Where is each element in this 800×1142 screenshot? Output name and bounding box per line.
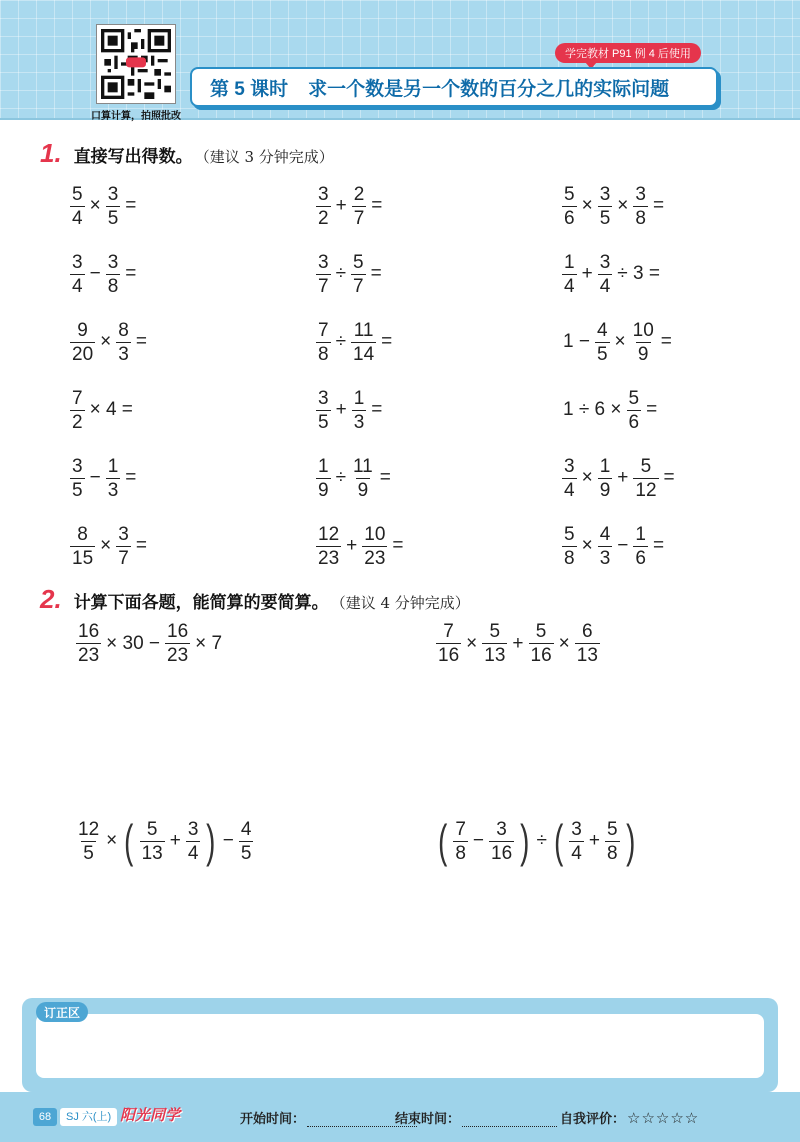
- fraction: [562, 525, 577, 568]
- math-item[interactable]: [68, 376, 314, 444]
- operator: ×: [466, 632, 478, 654]
- fraction: [116, 321, 131, 364]
- fraction: [186, 820, 201, 863]
- fraction: [70, 253, 85, 296]
- math-item[interactable]: [68, 240, 314, 308]
- denominator: 9: [318, 479, 329, 501]
- math-item[interactable]: [314, 240, 560, 308]
- operator: =: [379, 467, 391, 488]
- numerator: 3: [599, 183, 611, 205]
- denominator: 9: [637, 343, 649, 365]
- end-time-line[interactable]: [462, 1113, 557, 1127]
- fraction: [70, 321, 95, 364]
- denominator: 4: [599, 275, 611, 297]
- section-number: 1.: [40, 138, 62, 168]
- numerator: 3: [564, 455, 575, 477]
- fraction: [165, 622, 190, 665]
- numerator: 3: [318, 251, 329, 273]
- fraction: [598, 525, 613, 568]
- qr-block: [88, 24, 184, 122]
- denominator: 5: [107, 207, 119, 229]
- numerator: 11: [353, 455, 373, 477]
- fraction: [316, 389, 331, 432]
- denominator: 23: [167, 645, 189, 666]
- math-item[interactable]: [68, 308, 314, 376]
- fraction: [575, 622, 600, 665]
- denominator: 14: [353, 343, 375, 365]
- fraction: [562, 457, 577, 500]
- fraction: [569, 820, 584, 863]
- operator: ×: [581, 195, 593, 216]
- denominator: 13: [576, 645, 598, 666]
- section-number: 2.: [40, 584, 62, 614]
- numerator: 10: [364, 523, 386, 545]
- fraction: [70, 525, 95, 568]
- denominator: 3: [599, 547, 611, 569]
- fraction: [70, 389, 85, 432]
- operator: ×: [106, 830, 118, 851]
- operator: ÷: [335, 263, 347, 284]
- denominator: 8: [635, 207, 646, 229]
- math-item[interactable]: [560, 444, 768, 512]
- operator: −: [617, 535, 629, 556]
- qr-code[interactable]: [96, 24, 176, 104]
- fraction: [316, 253, 331, 296]
- fraction: [106, 457, 121, 500]
- numerator: 5: [640, 455, 652, 477]
- fraction: [633, 457, 658, 500]
- grade-badge: SJ 六(上): [60, 1108, 117, 1126]
- operator: +: [335, 399, 347, 420]
- operator: +: [346, 535, 358, 556]
- operator: =: [663, 467, 675, 488]
- denominator: 12: [635, 479, 657, 501]
- operator: ×: [581, 467, 593, 488]
- fraction: [239, 820, 254, 863]
- math-item[interactable]: [560, 308, 768, 376]
- fraction: [352, 185, 367, 228]
- title-banner: [190, 67, 718, 107]
- fraction: [627, 389, 642, 432]
- operator: +: [335, 195, 347, 216]
- denominator: 5: [240, 842, 252, 864]
- denominator: 13: [484, 645, 506, 666]
- numerator: 16: [167, 621, 189, 642]
- denominator: 9: [357, 479, 369, 501]
- numerator: 3: [118, 523, 129, 545]
- operator: ×: [100, 331, 112, 352]
- fraction: [631, 321, 656, 364]
- fraction: [598, 185, 613, 228]
- denominator: 4: [187, 842, 199, 864]
- operator: +: [581, 263, 593, 284]
- operator: =: [125, 263, 137, 284]
- numerator: 2: [353, 183, 365, 205]
- denominator: 4: [564, 275, 575, 297]
- math-item[interactable]: [560, 376, 768, 444]
- problem-2: [434, 622, 602, 665]
- operator: ÷ 3 =: [617, 263, 660, 284]
- numerator: 8: [118, 319, 129, 341]
- problem-3: [74, 815, 255, 867]
- rating-stars[interactable]: ☆☆☆☆☆: [627, 1110, 700, 1127]
- fraction: [362, 525, 387, 568]
- operator: =: [371, 195, 383, 216]
- denominator: 6: [635, 547, 646, 569]
- numerator: 3: [599, 251, 611, 273]
- denominator: 8: [107, 275, 119, 297]
- denominator: 8: [455, 842, 466, 864]
- operator: 1 ÷ 6 ×: [563, 399, 622, 420]
- fraction: [316, 321, 331, 364]
- brand-logo: 阳光同学: [120, 1107, 181, 1124]
- qr-code-graphic: [101, 29, 171, 99]
- problem-4: [434, 815, 639, 867]
- numerator: 3: [635, 183, 646, 205]
- operator: +: [617, 467, 629, 488]
- operator: =: [125, 467, 137, 488]
- parenthesis: ): [625, 815, 635, 867]
- denominator: 23: [364, 547, 386, 569]
- numerator: 1: [599, 455, 611, 477]
- denominator: 16: [438, 645, 460, 666]
- denominator: 4: [564, 479, 575, 501]
- operator: =: [370, 263, 382, 284]
- page-title: 求一个数是另一个数的百分之几的实际问题: [308, 78, 670, 100]
- page-header: [0, 0, 800, 120]
- numerator: 5: [353, 251, 364, 273]
- numerator: 5: [564, 183, 575, 205]
- operator: ×: [558, 632, 570, 654]
- operator: +: [512, 632, 524, 654]
- denominator: 16: [491, 842, 513, 864]
- numerator: 1: [635, 523, 646, 545]
- self-evaluation-label: 自我评价：: [560, 1111, 626, 1126]
- problem-1: [74, 622, 225, 665]
- denominator: 20: [72, 343, 94, 365]
- math-item[interactable]: [560, 512, 768, 580]
- math-item[interactable]: [560, 240, 768, 308]
- operator: × 4 =: [89, 399, 133, 420]
- parenthesis: ): [206, 815, 216, 867]
- denominator: 6: [564, 207, 575, 229]
- numerator: 1: [353, 387, 365, 409]
- lesson-number: 第 5 课时: [210, 78, 289, 100]
- fraction: [316, 185, 331, 228]
- section-time-hint: （建议 4 分钟完成）: [330, 594, 470, 612]
- numerator: 16: [78, 621, 100, 642]
- fraction: [140, 820, 165, 863]
- section-title: 直接写出得数。: [73, 147, 193, 166]
- operator: =: [125, 195, 137, 216]
- numerator: 3: [318, 183, 329, 205]
- denominator: 3: [107, 479, 119, 501]
- numerator: 1: [564, 251, 575, 273]
- math-item[interactable]: [314, 444, 560, 512]
- usage-tag: 学完教材 P91 例 4 后使用: [555, 43, 701, 63]
- numerator: 8: [77, 523, 88, 545]
- operator: −: [222, 830, 234, 851]
- denominator: 8: [606, 842, 618, 864]
- numerator: 10: [632, 319, 654, 341]
- fraction: [70, 185, 85, 228]
- parenthesis: (: [124, 815, 134, 867]
- fraction: [116, 525, 131, 568]
- operator: ×: [89, 195, 101, 216]
- numerator: 3: [107, 251, 119, 273]
- numerator: 3: [571, 818, 582, 840]
- operator: ÷: [536, 830, 547, 851]
- operator: × 30 −: [106, 632, 161, 654]
- denominator: 4: [72, 207, 83, 229]
- denominator: 6: [628, 411, 640, 433]
- fraction: [316, 457, 331, 500]
- math-item[interactable]: [68, 172, 314, 240]
- operator: ×: [100, 535, 112, 556]
- fraction: [595, 321, 610, 364]
- fraction: [633, 185, 648, 228]
- parenthesis: (: [438, 815, 448, 867]
- denominator: 5: [83, 842, 94, 864]
- operator: ×: [617, 195, 629, 216]
- denominator: 16: [530, 645, 552, 666]
- denominator: 23: [78, 645, 100, 666]
- fraction: [598, 253, 613, 296]
- fraction: [482, 622, 507, 665]
- denominator: 8: [318, 343, 329, 365]
- numerator: 5: [606, 818, 618, 840]
- parenthesis: (: [553, 815, 564, 867]
- numerator: 3: [187, 818, 199, 840]
- section-1-heading: [40, 138, 334, 169]
- operator: =: [135, 535, 147, 556]
- operator: 1 −: [563, 331, 590, 352]
- parenthesis: ): [520, 815, 530, 867]
- section-2-heading: [40, 584, 470, 615]
- page-footer: [0, 1092, 800, 1142]
- operator: −: [89, 467, 101, 488]
- denominator: 2: [72, 411, 83, 433]
- denominator: 7: [353, 275, 364, 297]
- self-evaluation: [560, 1108, 699, 1127]
- numerator: 5: [72, 183, 83, 205]
- fraction: [106, 253, 121, 296]
- denominator: 3: [118, 343, 129, 365]
- correction-area: [22, 998, 778, 1092]
- operator: =: [381, 331, 393, 352]
- numerator: 1: [107, 455, 119, 477]
- numerator: 3: [72, 455, 83, 477]
- numerator: 3: [318, 387, 329, 409]
- denominator: 9: [599, 479, 611, 501]
- denominator: 5: [72, 479, 83, 501]
- operator: =: [652, 535, 665, 556]
- numerator: 5: [535, 621, 547, 642]
- denominator: 15: [72, 547, 94, 569]
- fraction: [489, 820, 514, 863]
- numerator: 12: [318, 523, 340, 545]
- fraction: [633, 525, 648, 568]
- numerator: 7: [455, 818, 466, 840]
- denominator: 7: [318, 275, 329, 297]
- math-item[interactable]: [68, 444, 314, 512]
- numerator: 3: [107, 183, 119, 205]
- denominator: 7: [353, 207, 365, 229]
- fraction: [316, 525, 341, 568]
- denominator: 5: [318, 411, 329, 433]
- numerator: 5: [628, 387, 640, 409]
- fraction: [598, 457, 613, 500]
- start-time-field[interactable]: [240, 1108, 417, 1127]
- math-item[interactable]: [68, 512, 314, 580]
- correction-writing-box[interactable]: [36, 1014, 764, 1078]
- numerator: 5: [146, 818, 158, 840]
- operator: × 7: [195, 632, 223, 654]
- section-title: 计算下面各题，能简算的要简算。: [73, 593, 329, 612]
- numerator: 9: [77, 319, 88, 341]
- numerator: 12: [78, 818, 100, 840]
- fraction: [453, 820, 468, 863]
- qr-caption: 口算计算，拍照批改: [91, 111, 181, 122]
- numerator: 4: [240, 818, 252, 840]
- numerator: 3: [72, 251, 83, 273]
- denominator: 23: [318, 547, 340, 569]
- denominator: 4: [571, 842, 582, 864]
- operator: −: [89, 263, 101, 284]
- fraction: [70, 457, 85, 500]
- numerator: 7: [72, 387, 83, 409]
- math-item[interactable]: [560, 172, 768, 240]
- operator: ×: [614, 331, 626, 352]
- fraction: [106, 185, 121, 228]
- numerator: 6: [582, 621, 593, 642]
- correction-label: 订正区: [36, 1002, 88, 1022]
- fraction: [76, 622, 101, 665]
- numerator: 7: [443, 621, 454, 642]
- operator: ÷: [335, 467, 347, 488]
- numerator: 5: [489, 621, 501, 642]
- fraction: [351, 253, 366, 296]
- operator: =: [392, 535, 404, 556]
- numerator: 4: [599, 523, 611, 545]
- end-time-label: 结束时间：: [395, 1111, 461, 1126]
- operator: +: [169, 830, 181, 851]
- operator: +: [588, 830, 600, 851]
- denominator: 13: [141, 842, 163, 864]
- math-item[interactable]: [314, 376, 560, 444]
- numerator: 4: [596, 319, 608, 341]
- math-item[interactable]: [314, 512, 560, 580]
- numerator: 1: [318, 455, 329, 477]
- fraction: [436, 622, 461, 665]
- operator: =: [371, 399, 383, 420]
- numerator: 5: [564, 523, 575, 545]
- operator: ÷: [335, 331, 347, 352]
- mental-math-grid: [68, 172, 768, 580]
- section-time-hint: （建议 3 分钟完成）: [194, 148, 334, 166]
- operator: ×: [581, 535, 593, 556]
- denominator: 8: [564, 547, 575, 569]
- denominator: 5: [596, 343, 608, 365]
- end-time-field[interactable]: [395, 1108, 557, 1127]
- fraction: [529, 622, 554, 665]
- numerator: 3: [496, 818, 507, 840]
- operator: =: [135, 331, 147, 352]
- fraction: [351, 321, 376, 364]
- fraction: [562, 185, 577, 228]
- fraction: [352, 389, 367, 432]
- fraction: [605, 820, 620, 863]
- operator: =: [646, 399, 658, 420]
- denominator: 2: [318, 207, 329, 229]
- fraction: [76, 820, 101, 863]
- operator: =: [652, 195, 665, 216]
- denominator: 3: [353, 411, 365, 433]
- numerator: 11: [353, 319, 374, 341]
- operator: −: [472, 830, 485, 851]
- fraction: [562, 253, 577, 296]
- math-item[interactable]: [314, 172, 560, 240]
- operator: =: [660, 331, 672, 352]
- numerator: 7: [318, 319, 329, 341]
- start-time-label: 开始时间：: [240, 1111, 306, 1126]
- denominator: 4: [72, 275, 83, 297]
- denominator: 5: [599, 207, 611, 229]
- denominator: 7: [118, 547, 129, 569]
- math-item[interactable]: [314, 308, 560, 376]
- fraction: [351, 457, 375, 500]
- page-number: 68: [33, 1108, 57, 1126]
